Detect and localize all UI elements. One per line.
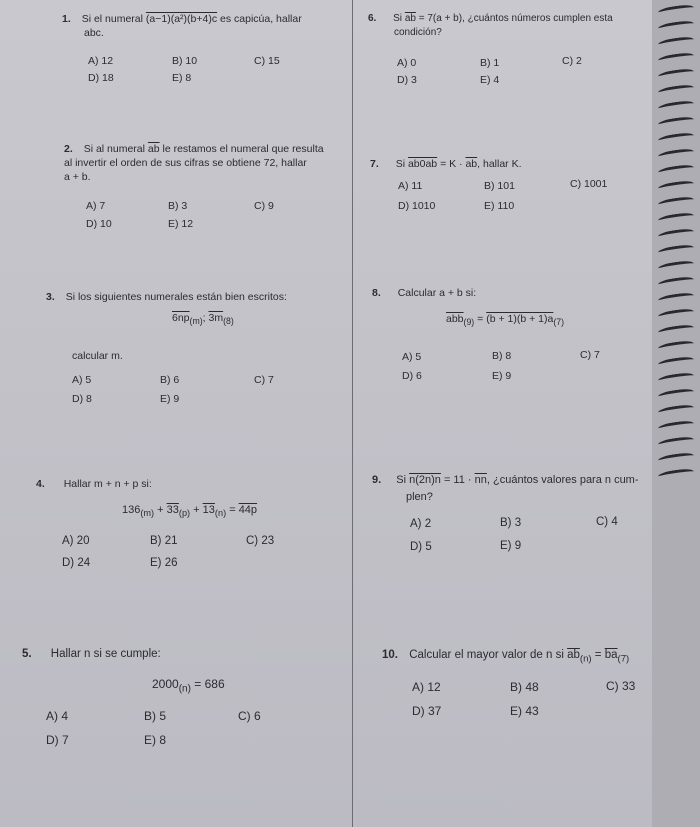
option-e: E) 26	[150, 557, 178, 569]
numeral: ab0ab	[407, 158, 438, 170]
option-e: E) 9	[160, 393, 180, 405]
numeral: n(2n)n	[409, 474, 441, 486]
problem-3	[46, 290, 346, 304]
numeral: 3m	[208, 312, 224, 324]
numeral: $\overline{ab}$	[465, 158, 478, 170]
option-c: C) 9	[254, 200, 274, 212]
problem-text: calcular m.	[72, 350, 123, 362]
option-d: D) 18	[88, 72, 114, 84]
option-c: C) 7	[254, 374, 274, 386]
problem-text: a + b.	[64, 171, 91, 184]
problem-5	[22, 647, 342, 663]
binding-ring	[658, 388, 695, 401]
option-b: B) 101	[484, 180, 515, 192]
binding-ring	[658, 84, 695, 97]
option-a: A) 0	[397, 57, 417, 69]
option-d: D) 24	[62, 557, 91, 569]
problem-number: 2.	[64, 143, 73, 155]
binding-ring	[658, 292, 695, 305]
binding-ring	[658, 68, 695, 81]
numeral: $\overline{abb}$	[446, 313, 464, 325]
option-c: C) 7	[580, 349, 600, 361]
option-b: B) 1	[480, 57, 500, 69]
option-d: D) 6	[402, 370, 422, 382]
problem-text: plen?	[406, 491, 433, 504]
binding-ring	[658, 164, 695, 177]
binding-ring	[658, 148, 695, 161]
equation-8	[446, 313, 564, 327]
problem-number: 3.	[46, 291, 55, 303]
problem-text: Hallar n si se cumple:	[50, 648, 161, 660]
base: (7)	[553, 317, 565, 328]
problem-text: Calcular a + b si:	[397, 287, 477, 299]
option-e: E) 8	[144, 733, 167, 747]
base: (9)	[463, 317, 475, 328]
numeral: $\overline{nn}$	[474, 474, 487, 486]
problem-text: Si	[393, 13, 403, 24]
option-c: C) 15	[254, 55, 280, 67]
numeral: (a−1)(a²)(b+4)c	[145, 13, 218, 25]
numeral: 13	[202, 504, 215, 516]
binding-ring	[658, 340, 695, 353]
option-a: A) 4	[46, 709, 69, 723]
option-e: E) 110	[484, 200, 515, 212]
option-d: D) 1010	[398, 200, 436, 212]
operator: =	[594, 649, 602, 661]
option-d: D) 37	[412, 704, 442, 718]
option-a: A) 5	[402, 351, 422, 363]
binding-ring	[658, 20, 695, 33]
numeral: $\overline{ab}$	[404, 13, 416, 24]
binding-ring	[658, 420, 695, 433]
problem-number: 5.	[22, 648, 32, 660]
numeral: $\overline{ab}$	[567, 649, 580, 661]
problem-text: = K ·	[440, 158, 463, 170]
option-e: E) 8	[172, 72, 192, 84]
problem-8	[372, 286, 652, 300]
option-c: C) 33	[606, 679, 636, 693]
problem-text: Si el numeral	[81, 13, 143, 25]
option-b: B) 3	[500, 517, 522, 529]
binding-ring	[658, 180, 695, 193]
binding-ring	[658, 276, 695, 289]
problem-text: Calcular el mayor valor de n si	[409, 649, 564, 661]
binding-ring	[658, 52, 695, 65]
problem-number: 10.	[382, 649, 398, 661]
problem-text: Si	[396, 474, 407, 486]
option-a: A) 11	[398, 180, 423, 192]
base: (p)	[178, 508, 191, 519]
problem-7	[370, 157, 655, 171]
problem-1	[62, 12, 347, 40]
base: (7)	[617, 653, 630, 665]
option-a: A) 12	[412, 680, 441, 694]
problem-number: 9.	[372, 474, 382, 486]
binding-ring	[658, 356, 695, 369]
option-c: C) 6	[238, 709, 261, 723]
option-a: A) 7	[86, 200, 106, 212]
base: (m)	[189, 316, 203, 327]
option-d: D) 7	[46, 733, 69, 747]
numeral: 33	[166, 504, 179, 516]
problem-number: 6.	[368, 13, 377, 24]
option-c: C) 4	[596, 516, 618, 528]
option-d: D) 10	[86, 218, 112, 230]
problem-text: Si	[395, 158, 406, 170]
option-b: B) 5	[144, 709, 167, 723]
problem-text: = 11 ·	[443, 474, 472, 486]
binding-ring	[658, 452, 695, 465]
problem-text: , ¿cuántos valores para n cum-	[486, 474, 639, 486]
numeral: 6np	[172, 312, 190, 324]
problem-6	[368, 12, 653, 39]
equation-4	[122, 504, 257, 518]
option-e: E) 12	[168, 218, 194, 230]
column-divider	[352, 0, 353, 827]
option-a: A) 12	[88, 55, 114, 67]
operator: =	[477, 313, 484, 325]
separator: ;	[202, 312, 206, 324]
option-d: D) 8	[72, 393, 92, 405]
numerals-3	[172, 312, 234, 326]
binding-ring	[658, 100, 695, 113]
numeral: (b + 1)(b + 1)a	[486, 313, 554, 325]
numeral: $\overline{ab}$	[147, 143, 160, 155]
problem-text: condición?	[394, 26, 442, 38]
binding-ring	[658, 212, 695, 225]
problem-text: abc.	[84, 27, 104, 40]
problem-text: = 7(a + b), ¿cuántos números cumplen esta	[418, 13, 613, 24]
option-d: D) 5	[410, 541, 432, 553]
result: = 686	[194, 677, 225, 691]
problem-text: Hallar m + n + p si:	[63, 478, 152, 490]
option-b: B) 3	[168, 200, 188, 212]
problem-text: al invertir el orden de sus cifras se obtiene 72, hallar	[64, 157, 307, 170]
binding-ring	[658, 260, 695, 273]
option-a: A) 2	[410, 518, 432, 530]
operator: +	[157, 504, 164, 516]
binding-ring	[658, 196, 695, 209]
numeral: 136	[122, 504, 141, 516]
option-b: B) 8	[492, 350, 512, 362]
problem-2	[64, 142, 349, 185]
option-c: C) 1001	[570, 178, 608, 190]
option-e: E) 9	[500, 540, 522, 552]
binding-ring	[658, 404, 695, 417]
option-e: E) 43	[510, 704, 539, 718]
binding-ring	[658, 4, 695, 17]
numeral: 44p	[238, 504, 258, 516]
binding-ring	[658, 36, 695, 49]
option-c: C) 23	[246, 535, 275, 547]
binding-ring	[658, 436, 695, 449]
binding-ring	[658, 468, 695, 481]
problem-4	[36, 477, 336, 491]
option-e: E) 9	[492, 370, 512, 382]
equation-5	[152, 677, 225, 694]
numeral: 2000	[152, 677, 179, 691]
base: (8)	[223, 316, 234, 327]
spiral-binding	[652, 0, 700, 827]
option-e: E) 4	[480, 74, 500, 86]
option-b: B) 6	[160, 374, 180, 386]
option-a: A) 20	[62, 535, 90, 547]
numeral: $\overline{ba}$	[604, 649, 618, 661]
binding-ring	[658, 244, 695, 257]
option-b: B) 48	[510, 680, 539, 694]
binding-ring	[658, 308, 695, 321]
problem-text: Si al numeral	[83, 143, 145, 155]
problem-text: , hallar K.	[477, 158, 522, 170]
problem-text: le restamos el numeral que resulta	[162, 143, 324, 155]
binding-ring	[658, 372, 695, 385]
operator: +	[193, 504, 200, 516]
binding-ring	[658, 116, 695, 129]
problem-9	[372, 472, 652, 506]
binding-ring	[658, 228, 695, 241]
operator: =	[229, 504, 236, 516]
problem-10	[382, 648, 672, 666]
problem-number: 1.	[62, 13, 71, 25]
base: (n)	[178, 683, 191, 695]
option-d: D) 3	[397, 74, 417, 86]
option-c: C) 2	[562, 55, 582, 67]
base: (n)	[214, 508, 227, 519]
problem-number: 7.	[370, 158, 379, 170]
binding-ring	[658, 324, 695, 337]
base: (m)	[140, 508, 155, 519]
problem-text: Si los siguientes numerales están bien escritos:	[65, 291, 287, 303]
base: (n)	[579, 653, 592, 665]
problem-text: es capicúa, hallar	[220, 13, 302, 25]
problem-number: 8.	[372, 287, 381, 299]
option-b: B) 21	[150, 535, 178, 547]
problem-number: 4.	[36, 478, 45, 490]
option-a: A) 5	[72, 374, 92, 386]
option-b: B) 10	[172, 55, 198, 67]
binding-ring	[658, 132, 695, 145]
